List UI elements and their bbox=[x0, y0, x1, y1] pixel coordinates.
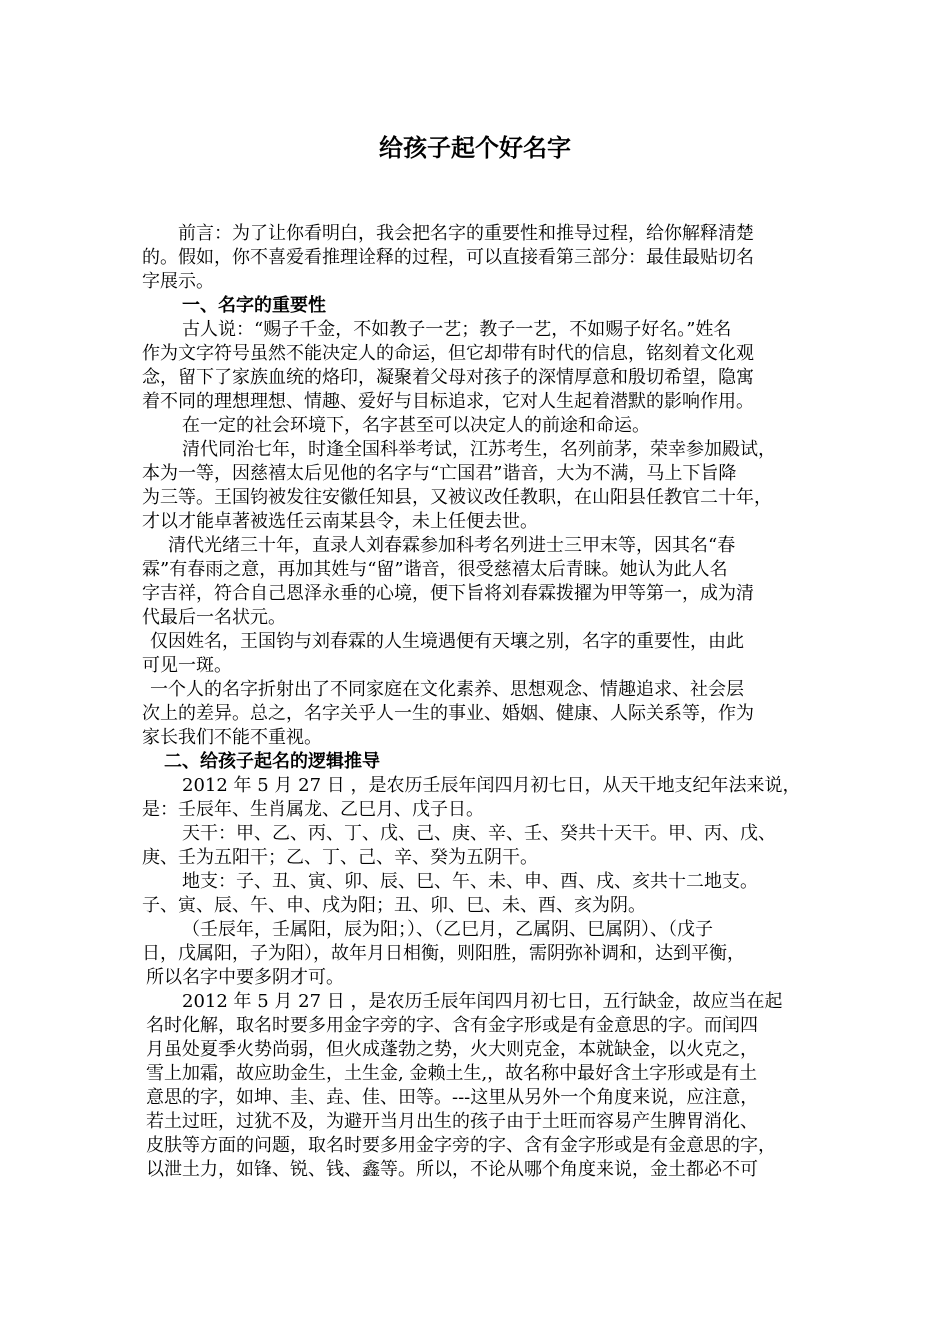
section-heading: 二、给孩子起名的逻辑推导 bbox=[164, 751, 380, 772]
text-line: 霖”有春雨之意，再加其姓与“留”谐音，很受慈禧太后青睐。她认为此人名 bbox=[142, 559, 728, 580]
text-line: 为三等。王国钧被发往安徽任知县，又被议改任教职，在山阳县任教官二十年， bbox=[142, 487, 772, 508]
text-line: 天干：甲、乙、丙、丁、戊、己、庚、辛、壬、癸共十天干。甲、丙、戊、 bbox=[182, 823, 776, 844]
text-line: 清代光绪三十年，直录人刘春霖参加科考名列进士三甲末等，因其名“春 bbox=[168, 535, 736, 556]
text-line: 意思的字，如坤、圭、垚、佳、田等。---这里从另外一个角度来说，应注意， bbox=[146, 1087, 759, 1108]
text-line: 前言：为了让你看明白，我会把名字的重要性和推导过程，给你解释清楚 bbox=[178, 223, 754, 244]
text-line: 字吉祥，符合自己恩泽永垂的心境，便下旨将刘春霖拨擢为甲等第一，成为清 bbox=[142, 583, 754, 604]
text-line: 仅因姓名，王国钧与刘春霖的人生境遇便有天壤之别，名字的重要性，由此 bbox=[150, 631, 744, 652]
text-line: 子、寅、辰、午、申、戌为阳；丑、卯、巳、未、酉、亥为阴。 bbox=[142, 895, 646, 916]
text-line: 皮肤等方面的问题，取名时要多用金字旁的字、含有金字形或是有金意思的字， bbox=[146, 1135, 776, 1156]
text-line: （壬辰年，壬属阳，辰为阳；）、（乙巳月，乙属阴、巳属阴）、（戊子 bbox=[182, 919, 713, 940]
text-line: 代最后一名状元。 bbox=[142, 607, 286, 628]
text-line: 以泄土力，如锋、锐、钱、鑫等。所以，不论从哪个角度来说，金土都必不可 bbox=[146, 1159, 758, 1180]
text-line: 本为一等，因慈禧太后见他的名字与“亡国君”谐音，大为不满，马上下旨降 bbox=[142, 463, 737, 484]
text-line: 清代同治七年，时逢全国科举考试，江苏考生，名列前茅，荣幸参加殿试， bbox=[182, 439, 776, 460]
text-line: 名时化解，取名时要多用金字旁的字、含有金字形或是有金意思的字。而闰四 bbox=[146, 1015, 758, 1036]
text-line: 若土过旺，过犹不及，为避开当月出生的孩子由于土旺而容易产生脾胃消化、 bbox=[146, 1111, 758, 1132]
section-heading: 一、名字的重要性 bbox=[182, 295, 326, 316]
page-title: 给孩子起个好名字 bbox=[379, 134, 571, 162]
text-line: 雪上加霜，故应助金生，土生金, 金赖土生,，故名称中最好含土字形或是有土 bbox=[146, 1063, 758, 1084]
text-line: 所以名字中要多阴才可。 bbox=[146, 967, 344, 988]
document-body bbox=[142, 222, 812, 1182]
text-line: 日，戊属阳，子为阳），故年月日相衡，则阳胜，需阴弥补调和，达到平衡， bbox=[142, 943, 745, 964]
text-line: 次上的差异。总之，名字关乎人一生的事业、婚姻、健康、人际关系等，作为 bbox=[142, 703, 754, 724]
text-line: 念，留下了家族血统的烙印，凝聚着父母对孩子的深情厚意和殷切希望，隐寓 bbox=[142, 367, 754, 388]
text-line: 才以才能卓著被选任云南某县令，未上任便去世。 bbox=[142, 511, 538, 532]
text-line: 在一定的社会环境下，名字甚至可以决定人的前途和命运。 bbox=[182, 415, 650, 436]
text-line: 家长我们不能不重视。 bbox=[142, 727, 322, 748]
text-line: 着不同的理想理想、情趣、爱好与目标追求，它对人生起着潜默的影响作用。 bbox=[142, 391, 754, 412]
text-line: 可见一斑。 bbox=[142, 655, 232, 676]
text-line: 的。假如，你不喜爱看推理诠释的过程，可以直接看第三部分：最佳最贴切名 bbox=[142, 247, 754, 268]
text-line: 地支：子、丑、寅、卯、辰、巳、午、未、申、酉、戌、亥共十二地支。 bbox=[182, 871, 758, 892]
text-line: 2012 年 5 月 27 日 ，是农历壬辰年闰四月初七日，从天干地支纪年法来说， bbox=[182, 775, 801, 796]
text-line: 字展示。 bbox=[142, 271, 214, 292]
text-line: 是：壬辰年、生肖属龙、乙巳月、戊子日。 bbox=[142, 799, 484, 820]
text-line: 庚、壬为五阳干；乙、丁、己、辛、癸为五阴干。 bbox=[142, 847, 538, 868]
text-line: 作为文字符号虽然不能决定人的命运，但它却带有时代的信息，铭刻着文化观 bbox=[142, 343, 754, 364]
text-line: 2012 年 5 月 27 日 ，是农历壬辰年闰四月初七日，五行缺金，故应当在起 bbox=[182, 991, 783, 1012]
text-line: 古人说：“赐子千金，不如教子一艺；教子一艺，不如赐子好名。”姓名 bbox=[182, 319, 732, 340]
text-line: 一个人的名字折射出了不同家庭在文化素养、思想观念、情趣追求、社会层 bbox=[150, 679, 744, 700]
text-line: 月虽处夏季火势尚弱，但火成蓬勃之势，火大则克金，本就缺金，以火克之， bbox=[146, 1039, 758, 1060]
